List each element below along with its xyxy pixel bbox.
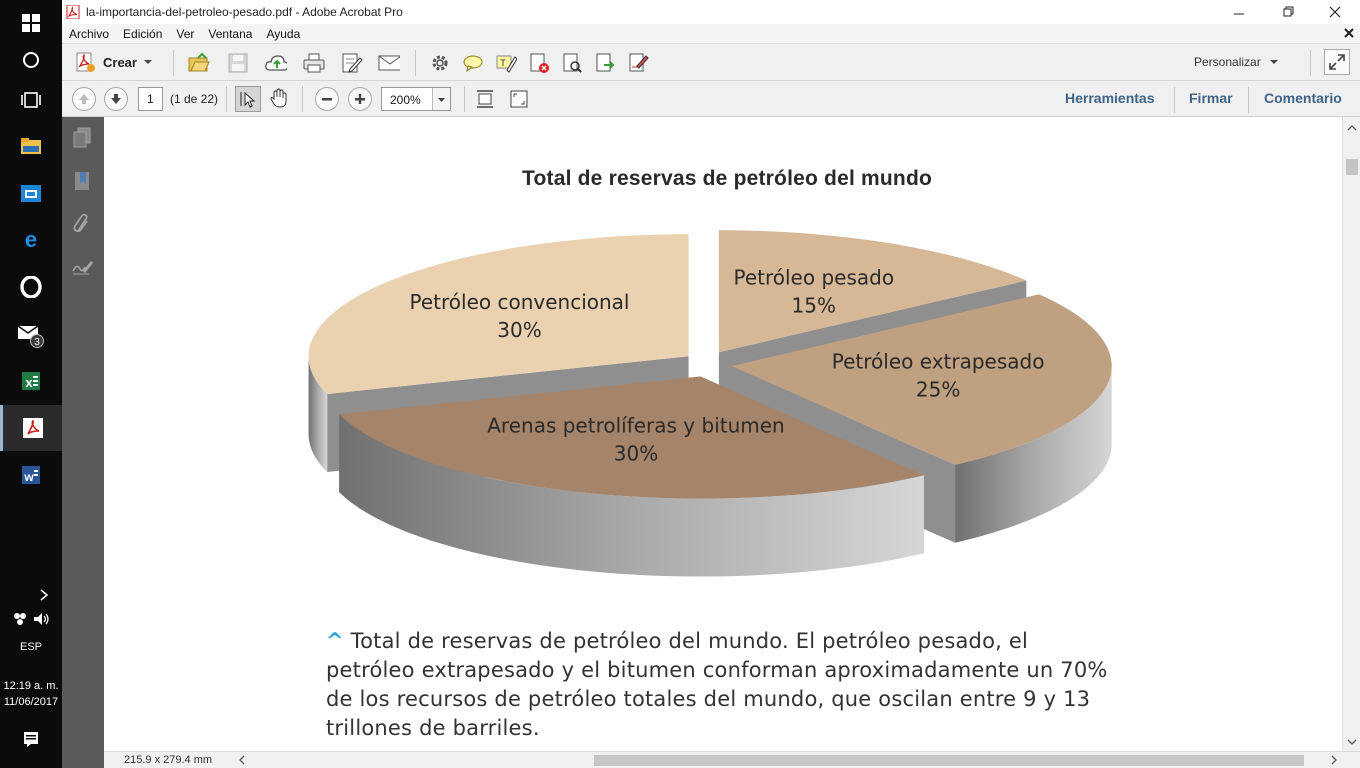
print-button[interactable] — [303, 52, 325, 74]
mail-badge: 3 — [34, 337, 40, 348]
edit-button[interactable] — [341, 52, 363, 74]
bookmarks-button[interactable] — [70, 169, 94, 193]
svg-text:e: e — [24, 229, 38, 251]
folder-icon — [20, 137, 42, 155]
minimize-button[interactable] — [1216, 0, 1262, 24]
create-button[interactable] — [74, 51, 153, 73]
fit-page-width-icon — [475, 89, 495, 109]
menu-edicion[interactable]: Edición — [123, 26, 163, 41]
signatures-button[interactable] — [70, 255, 94, 279]
taskbar-store[interactable] — [0, 170, 62, 216]
navigation-pane — [62, 117, 104, 768]
close-icon — [1344, 28, 1354, 38]
restore-button[interactable] — [1266, 0, 1312, 24]
expand-icon — [1329, 54, 1345, 70]
highlight-pen-icon — [495, 52, 517, 74]
taskbar-edge[interactable] — [0, 217, 62, 263]
export-document-icon — [594, 52, 616, 74]
gear-icon — [430, 53, 450, 73]
svg-text:x: x — [25, 375, 33, 390]
taskbar-acrobat[interactable] — [0, 405, 62, 451]
vertical-scroll-thumb[interactable] — [1346, 159, 1358, 175]
zoom-value: 200% — [390, 93, 421, 107]
settings-button[interactable] — [429, 52, 451, 74]
create-label: Crear — [103, 54, 137, 70]
save-disk-icon — [228, 53, 248, 73]
toolbar-separator — [302, 86, 303, 112]
toolbar-separator — [1174, 87, 1175, 113]
slice-label: Petróleo extrapesado — [831, 349, 1045, 374]
page-thumbnails-button[interactable] — [70, 126, 94, 150]
sign-document-button[interactable] — [627, 52, 649, 74]
window-titlebar — [62, 0, 1360, 24]
pie-chart-3d — [104, 117, 1342, 617]
delete-document-icon — [528, 52, 550, 74]
close-window-button[interactable] — [1312, 0, 1358, 24]
scroll-right-arrow-icon[interactable] — [1328, 754, 1340, 766]
taskbar-mail[interactable] — [0, 311, 62, 357]
pages-icon — [72, 127, 92, 149]
export-button[interactable] — [594, 52, 616, 74]
page-count: (1 de 22) — [170, 92, 219, 106]
figure-caption — [326, 627, 1116, 743]
slice-value-label: 30% — [613, 441, 659, 466]
windows-taskbar — [0, 0, 62, 768]
windows-logo-icon — [22, 14, 40, 32]
task-view-button[interactable] — [0, 77, 62, 123]
acrobat-icon — [22, 417, 44, 439]
word-icon — [20, 464, 42, 486]
minus-icon — [321, 93, 333, 105]
toolbar-separator — [173, 50, 174, 76]
highlight-text-button[interactable] — [495, 52, 517, 74]
notification-icon — [22, 730, 40, 748]
fit-width-button[interactable] — [474, 88, 496, 110]
horizontal-scroll-thumb[interactable] — [594, 755, 1304, 766]
full-screen-button[interactable] — [1324, 49, 1350, 75]
open-button[interactable] — [188, 52, 210, 74]
paperclip-icon — [72, 213, 92, 235]
restore-icon — [1283, 6, 1295, 18]
toolbar-separator — [226, 86, 227, 112]
previous-page-button[interactable] — [72, 87, 96, 111]
zoom-select[interactable] — [381, 87, 451, 111]
navigation-toolbar — [62, 81, 1360, 117]
main-toolbar — [62, 44, 1360, 81]
bookmark-icon — [72, 170, 92, 192]
menu-bar — [62, 24, 1360, 44]
slice-label: Petróleo pesado — [733, 265, 895, 290]
page-number-input[interactable]: 1 — [138, 87, 163, 111]
pie-slices — [309, 230, 1112, 576]
page-size: 215.9 x 279.4 mm — [124, 754, 213, 766]
slice-label: Petróleo convencional — [409, 289, 630, 314]
taskbar-file-explorer[interactable] — [0, 123, 62, 169]
window-title: la-importancia-del-petroleo-pesado.pdf - Adobe Acrobat Pro — [86, 5, 403, 19]
chart-title: Total de reservas de petróleo del mundo — [522, 167, 933, 190]
dropdown-arrow-icon — [143, 57, 153, 67]
taskbar-opera[interactable] — [0, 264, 62, 310]
network-icon[interactable] — [12, 611, 28, 627]
cortana-circle-icon — [22, 51, 40, 69]
status-bar — [104, 751, 1360, 768]
protect-button[interactable] — [561, 52, 583, 74]
mail-icon — [16, 320, 46, 348]
cloud-upload-icon — [265, 52, 287, 74]
menu-archivo[interactable]: Archivo — [69, 26, 110, 41]
slice-label: Arenas petrolíferas y bitumen — [487, 413, 785, 438]
task-view-icon — [21, 92, 41, 108]
attachments-button[interactable] — [70, 212, 94, 236]
customize-dropdown[interactable] — [1194, 55, 1279, 69]
toolbar-separator — [1310, 50, 1311, 76]
svg-text:w: w — [24, 470, 34, 484]
menu-ver[interactable]: Ver — [176, 26, 195, 41]
chevron-down-icon — [437, 95, 446, 104]
pdf-file-icon — [66, 5, 80, 19]
caption-marker: ^ — [326, 629, 344, 653]
minimize-icon — [1233, 6, 1245, 18]
dropdown-arrow-icon — [1269, 57, 1279, 67]
zoom-in-button[interactable] — [348, 87, 372, 111]
fit-page-icon — [509, 89, 529, 109]
speech-bubble-icon — [462, 53, 484, 73]
upload-cloud-button[interactable] — [265, 52, 287, 74]
arrow-up-icon — [78, 93, 90, 105]
scroll-down-arrow-icon[interactable] — [1343, 735, 1360, 749]
comment-button[interactable] — [462, 52, 484, 74]
delete-page-button[interactable] — [528, 52, 550, 74]
tray-icons — [0, 611, 62, 630]
scroll-left-arrow-icon[interactable] — [236, 754, 248, 766]
taskbar-word[interactable] — [0, 452, 62, 498]
close-icon — [1329, 6, 1341, 18]
taskbar-excel[interactable] — [0, 358, 62, 404]
toolbar-separator — [415, 50, 416, 76]
action-center-button[interactable] — [0, 730, 62, 751]
chevron-right-icon — [39, 588, 49, 602]
slice-value-label: 15% — [791, 293, 837, 318]
email-button[interactable] — [378, 52, 400, 74]
menu-ayuda[interactable]: Ayuda — [266, 26, 301, 41]
hand-icon — [269, 88, 289, 108]
slice-value-label: 25% — [915, 377, 961, 402]
toolbar-separator — [464, 86, 465, 112]
fit-page-button[interactable] — [508, 88, 530, 110]
tools-pane-link[interactable]: Herramientas — [1065, 90, 1155, 106]
document-lock-icon — [561, 52, 583, 74]
save-button[interactable] — [227, 52, 249, 74]
zoom-out-button[interactable] — [315, 87, 339, 111]
open-folder-icon — [188, 52, 210, 74]
excel-icon — [20, 370, 42, 392]
caption-text: Total de reservas de petróleo del mundo. El petróleo pesado, el petróleo extrapesado y el bitumen conforman aproximadamente un 70% de los recursos de petróleo totales del mundo, que oscilan entre 9 y 13 trillones de barriles. — [326, 629, 1108, 740]
plus-icon — [354, 93, 366, 105]
language-indicator[interactable]: ESP — [19, 641, 42, 653]
edge-browser-icon — [20, 229, 42, 251]
document-page — [104, 117, 1342, 751]
show-hidden-icons-button[interactable] — [36, 588, 52, 605]
menu-ventana[interactable]: Ventana — [208, 26, 253, 41]
toolbar-separator — [1248, 87, 1249, 113]
select-tool-button[interactable] — [235, 86, 261, 112]
create-pdf-icon — [74, 51, 96, 73]
opera-browser-icon — [20, 276, 42, 298]
clock-date[interactable]: 11/06/2017 — [3, 696, 59, 708]
next-page-button[interactable] — [104, 87, 128, 111]
slice-value-label: 30% — [497, 317, 542, 342]
horizontal-scrollbar[interactable] — [254, 755, 1314, 766]
email-envelope-icon — [378, 54, 400, 72]
cursor-arrow-icon — [239, 90, 257, 108]
svg-text:T: T — [500, 58, 506, 68]
comment-pane-link[interactable]: Comentario — [1264, 90, 1342, 106]
store-icon — [20, 183, 42, 203]
close-document-button[interactable] — [1344, 26, 1354, 41]
volume-icon[interactable] — [32, 611, 50, 627]
scroll-up-arrow-icon[interactable] — [1343, 121, 1360, 135]
zoom-dropdown-button[interactable] — [432, 88, 450, 110]
signature-pen-icon — [71, 257, 93, 277]
printer-icon — [303, 52, 325, 74]
sign-pane-link[interactable]: Firmar — [1189, 90, 1233, 106]
sign-pen-icon — [627, 52, 649, 74]
customize-label: Personalizar — [1194, 55, 1261, 69]
vertical-scrollbar[interactable] — [1342, 117, 1360, 751]
arrow-down-icon — [110, 93, 122, 105]
clock-time[interactable]: 12:19 a. m. — [3, 680, 59, 692]
edit-document-icon — [341, 52, 363, 74]
hand-tool-button[interactable] — [268, 87, 290, 109]
